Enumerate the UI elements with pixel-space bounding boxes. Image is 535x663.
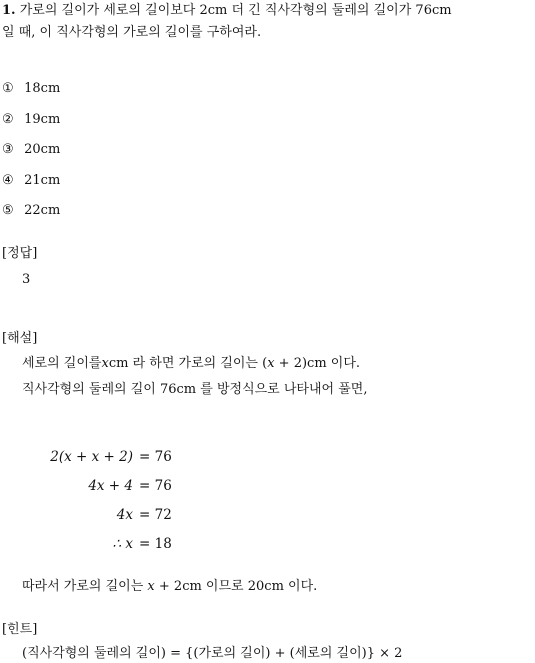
choice-mark: ① <box>2 81 14 96</box>
equation-lhs: 2(x + x + 2) <box>50 449 133 465</box>
question-text-2: 일 때, 이 직사각형의 가로의 길이를 구하여라. <box>2 25 262 40</box>
explanation-text: + 2cm 이므로 20cm 이다. <box>154 579 318 594</box>
choice-item[interactable] <box>2 141 60 159</box>
explanation-line-1 <box>22 355 360 373</box>
equation-lhs: 4x <box>116 507 133 523</box>
explanation-text: 직사각형의 둘레의 길이 76cm 를 방정식으로 나타내어 풀면, <box>22 382 368 397</box>
math-variable: x <box>101 356 109 371</box>
equation-rhs: = 18 <box>139 536 172 552</box>
question-number: 1. <box>2 3 16 18</box>
answer-value: 3 <box>22 272 31 287</box>
choice-mark: ② <box>2 112 14 127</box>
choice-item[interactable] <box>2 202 60 220</box>
choice-item[interactable] <box>2 172 60 190</box>
equation-rhs: = 76 <box>139 478 172 494</box>
explanation-text: 세로의 길이를 <box>22 356 102 371</box>
choice-text: 18cm <box>24 81 61 96</box>
choice-item[interactable] <box>2 111 60 129</box>
explanation-text: cm 라 하면 가로의 길이는 ( <box>108 356 268 371</box>
question-line-2 <box>2 24 261 42</box>
math-variable: x <box>147 579 155 594</box>
choice-mark: ⑤ <box>2 203 14 218</box>
equation-lhs: 4x + 4 <box>88 478 133 494</box>
explanation-text: + 2)cm 이다. <box>274 356 361 371</box>
choice-text: 21cm <box>24 173 61 188</box>
answer-label: [정답] <box>2 246 38 261</box>
hint-text: (직사각형의 둘레의 길이) = {(가로의 길이) + (세로의 길이)} × 2 <box>22 646 403 661</box>
equation-rhs: = 76 <box>139 449 172 465</box>
choice-text: 22cm <box>24 203 61 218</box>
choice-item[interactable] <box>2 80 60 98</box>
explanation-conclusion <box>22 578 317 596</box>
equation-lhs: ∴ x <box>112 536 133 552</box>
explanation-line-2 <box>22 381 368 399</box>
choice-text: 20cm <box>24 142 61 157</box>
explanation-text: 따라서 가로의 길이는 <box>22 579 148 594</box>
equation-rhs: = 72 <box>139 507 172 523</box>
choice-mark: ④ <box>2 173 14 188</box>
choice-text: 19cm <box>24 112 61 127</box>
question-line-1 <box>2 2 452 20</box>
hint-label: [힌트] <box>2 622 38 637</box>
math-variable: x <box>267 356 275 371</box>
choice-mark: ③ <box>2 142 14 157</box>
explanation-label: [해설] <box>2 331 38 346</box>
question-text-1: 가로의 길이가 세로의 길이보다 2cm 더 긴 직사각형의 둘레의 길이가 76cm <box>19 3 452 18</box>
